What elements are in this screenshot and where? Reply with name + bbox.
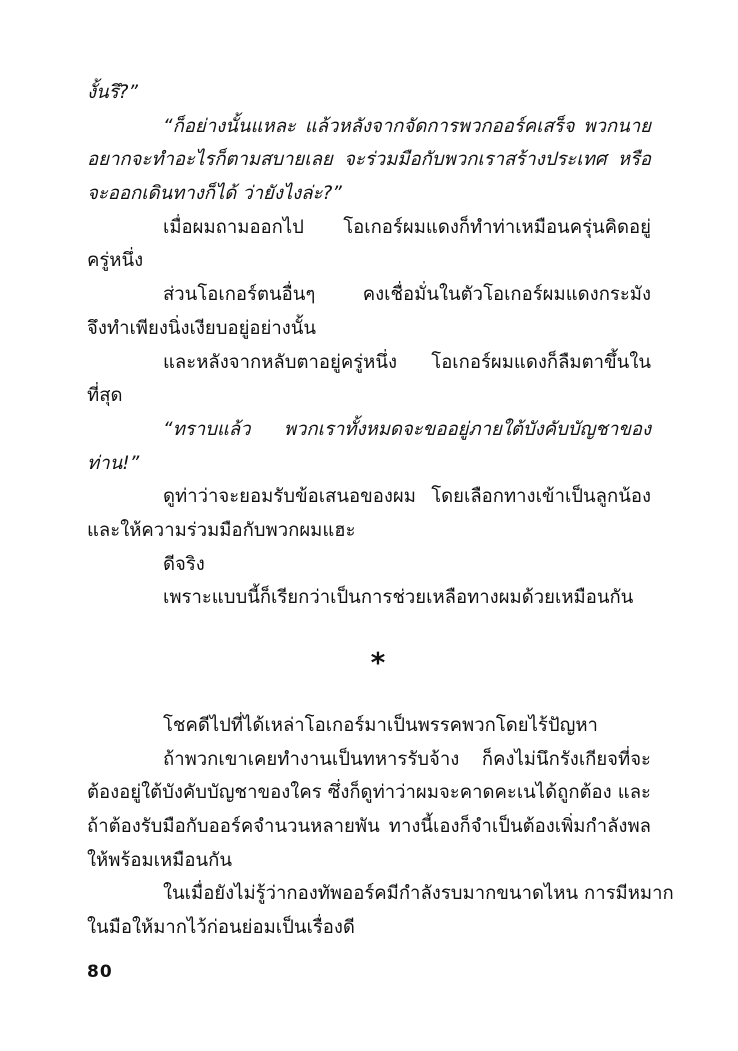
text-line: งั้นรึ?” (87, 82, 139, 103)
text-line: ถ้าต้องรับมือกับออร์คจำนวนหลายพัน ทางนี้เองก็จำเป็นต้องเพิ่มกำลังพล (87, 816, 651, 838)
page-number: 80 (87, 962, 113, 982)
text-line: “ทราบแล้ว พวกเราทั้งหมดจะขออยู่ภายใต้บังคับบัญชาของ (163, 418, 651, 440)
text-line: จะออกเดินทางก็ได้ ว่ายังไงล่ะ?” (87, 183, 342, 205)
text-line: ส่วนโอเกอร์ตนอื่นๆ คงเชื่อมั่นในตัวโอเกอร์ผมแดงกระมัง (163, 284, 651, 306)
section-separator: * (370, 646, 386, 679)
text-line: ท่าน!” (87, 452, 140, 474)
text-line: ที่สุด (87, 385, 123, 407)
text-line: เมื่อผมถามออกไป โอเกอร์ผมแดงก็ทำท่าเหมือนครุ่นคิดอยู่ (163, 216, 651, 238)
text-line: ครู่หนึ่ง (87, 250, 144, 272)
text-line: โชคดีไปที่ได้เหล่าโอเกอร์มาเป็นพรรคพวกโดยไร้ปัญหา (163, 715, 598, 736)
text-line: ให้พร้อมเหมือนกัน (87, 849, 232, 871)
text-line: “ก็อย่างนั้นแหละ แล้วหลังจากจัดการพวกออร์คเสร็จ พวกนาย (163, 115, 651, 137)
page-body (87, 76, 674, 945)
text-line: เพราะแบบนี้ก็เรียกว่าเป็นการช่วยเหลือทางผมด้วยเหมือนกัน (163, 587, 634, 609)
text-line: อยากจะทำอะไรก็ตามสบายเลย จะร่วมมือกับพวกเราสร้างประเทศ หรือ (87, 149, 651, 171)
text-line: ในเมื่อยังไม่รู้ว่ากองทัพออร์คมีกำลังรบมากขนาดไหน การมีหมาก (163, 883, 674, 905)
text-line: และให้ความร่วมมือกับพวกผมแฮะ (87, 519, 356, 541)
text-line: ถ้าพวกเขาเคยทำงานเป็นทหารรับจ้าง ก็คงไม่นึกรังเกียจที่จะ (163, 748, 651, 770)
text-line: ในมือให้มากไว้ก่อนย่อมเป็นเรื่องดี (87, 917, 355, 939)
text-line: จึงทำเพียงนิ่งเงียบอยู่อย่างนั้น (87, 317, 317, 339)
text-line: ดีจริง (163, 553, 205, 575)
text-line: ดูท่าว่าจะยอมรับข้อเสนอของผม โดยเลือกทางเข้าเป็นลูกน้อง (163, 486, 651, 508)
text-line: ต้องอยู่ใต้บังคับบัญชาของใคร ซึ่งก็ดูท่าว่าผมจะคาดคะเนได้ถูกต้อง และ (87, 782, 651, 804)
text-line: และหลังจากหลับตาอยู่ครู่หนึ่ง โอเกอร์ผมแดงก็ลืมตาขึ้นใน (163, 351, 651, 373)
